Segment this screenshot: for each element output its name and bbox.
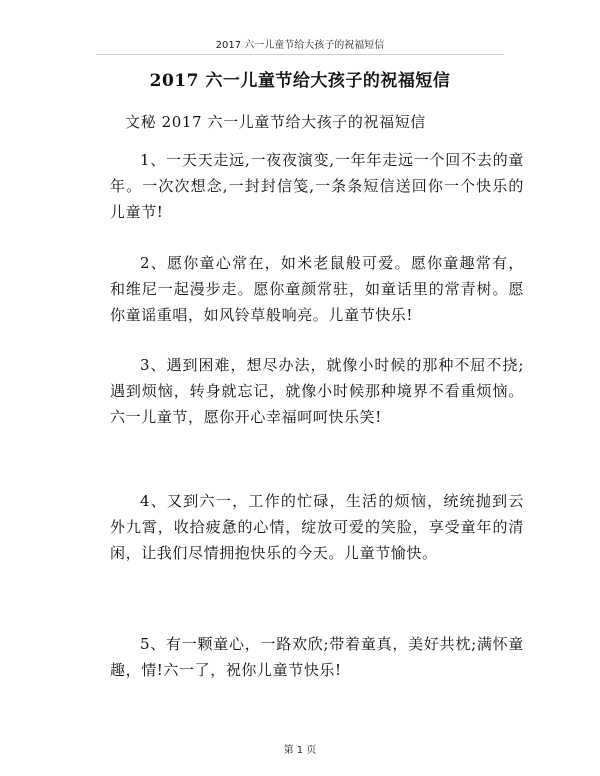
page-number: 第 1 页 xyxy=(283,745,317,756)
paragraph-text: 5、有一颗童心，一路欢欣;带着童真，美好共枕;满怀童趣，情!六一了，祝你儿童节快乐! xyxy=(110,635,524,679)
paragraph-2 xyxy=(110,250,524,328)
paragraph-text: 3、遇到困难，想尽办法，就像小时候的那种不屈不挠;遇到烦恼，转身就忘记，就像小时候那种境界不看重烦恼。六一儿童节，愿你开心幸福呵呵快乐笑! xyxy=(110,356,524,426)
paragraph-text: 1、一天天走远,一夜夜演变,一年年走远一个回不去的童年。一次次想念,一封封信笺,一条条短信送回你一个快乐的儿童节! xyxy=(110,151,524,221)
page-header: 2017 六一儿童节给大孩子的祝福短信 xyxy=(215,40,385,51)
header-divider xyxy=(96,54,504,55)
document-subtitle: 文秘 2017 六一儿童节给大孩子的祝福短信 xyxy=(125,113,426,131)
document-title: 2017 六一儿童节给大孩子的祝福短信 xyxy=(149,71,451,91)
paragraph-text: 2、愿你童心常在，如米老鼠般可爱。愿你童趣常有，和维尼一起漫步走。愿你童颜常驻，如童话里的常青树。愿你童谣重唱，如风铃草般响亮。儿童节快乐! xyxy=(110,254,524,324)
paragraph-3 xyxy=(110,352,524,430)
paragraph-1 xyxy=(110,147,524,225)
paragraph-text: 4、又到六一，工作的忙碌，生活的烦恼，统统抛到云外九霄，收拾疲惫的心情，绽放可爱的笑脸，享受童年的清闲，让我们尽情拥抱快乐的今天。儿童节愉快。 xyxy=(110,492,524,562)
paragraph-4 xyxy=(110,488,524,566)
paragraph-5 xyxy=(110,631,524,683)
